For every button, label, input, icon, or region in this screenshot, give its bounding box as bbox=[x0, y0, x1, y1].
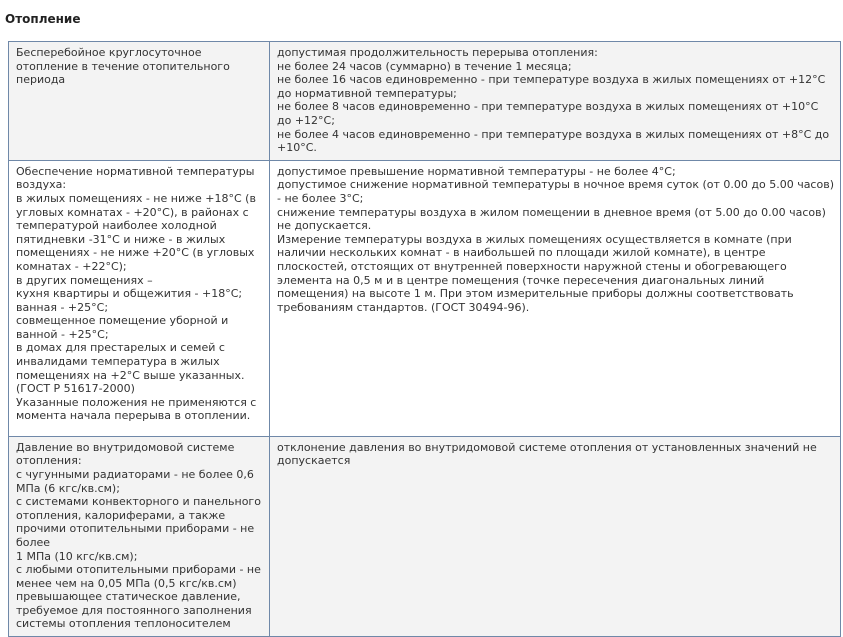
criterion-text: Обеспечение нормативной температуры воздуха: bbox=[16, 164, 255, 192]
requirement-text: снижение температуры воздуха в жилом помещении в дневное время (от 5.00 до 0.00 часов) не допускается. bbox=[277, 205, 826, 233]
requirement-text: не более 24 часов (суммарно) в течение 1 месяца; bbox=[277, 59, 572, 73]
criterion-text: Указанные положения не применяются с момента начала перерыва в отоплении. bbox=[16, 395, 257, 423]
criterion-text: с чугунными радиаторами - не более 0,6 МПа (6 кгс/кв.см); bbox=[16, 467, 254, 495]
requirement-text: отклонение давления во внутридомовой системе отопления от установленных значений не допускается bbox=[277, 440, 817, 468]
criterion-text: с системами конвекторного и панельного отопления, калориферами, а также прочими отопительными приборами - не более bbox=[16, 495, 261, 549]
criterion-text: в домах для престарелых и семей с инвалидами температура в жилых помещениях на +2°С выше указанных. bbox=[16, 341, 245, 382]
criterion-text: в других помещениях – bbox=[16, 273, 153, 287]
requirement-text: допустимое превышение нормативной температуры - не более 4°С; bbox=[277, 164, 676, 178]
requirement-text: допустимое снижение нормативной температуры в ночное время суток (от 0.00 до 5.00 часов) - не более 3°С; bbox=[277, 178, 834, 205]
criterion-text: в жилых помещениях - не ниже +18°С (в угловых комнатах - +20°С), в районах с температурой наиболее холодной пятидневки -31°С и ниже - в жилых помещениях - не ниже +20°С (в угловых комнатах - +22°С); bbox=[16, 191, 256, 273]
criterion-text: совмещенное помещение уборной и ванной - +25°С; bbox=[16, 314, 229, 341]
table-row bbox=[9, 436, 841, 636]
page-title: Отопление bbox=[5, 12, 81, 26]
requirement-cell bbox=[270, 42, 841, 161]
criterion-text: (ГОСТ Р 51617-2000) bbox=[16, 382, 135, 396]
criterion-text: Бесперебойное круглосуточное отопление в течение отопительного периода bbox=[16, 46, 230, 87]
criterion-text: 1 МПа (10 кгс/кв.см); bbox=[16, 549, 138, 563]
heating-requirements-table bbox=[8, 41, 841, 637]
requirement-text: не более 4 часов единовременно - при температуре воздуха в жилых помещениях от +8°С до +10°С. bbox=[277, 127, 830, 155]
table-row bbox=[9, 42, 841, 161]
criterion-cell bbox=[9, 436, 270, 636]
criterion-text: с любыми отопительными приборами - не менее чем на 0,05 МПа (0,5 кгс/кв.см) превышающее статическое давление, требуемое для постоянного заполнения системы отопления теплоносителем bbox=[16, 563, 261, 631]
criterion-cell bbox=[9, 160, 270, 436]
criterion-text: ванная - +25°С; bbox=[16, 300, 109, 314]
requirement-text: Измерение температуры воздуха в жилых помещениях осуществляется в комнате (при наличии нескольких комнат - в наибольшей по площади жилой комнате), в центре плоскостей, отстоящих от внутренней поверхности наружной стены и обогревающего элемента на 0,5 м и в центре помещения (точке пересечения диагональных линий помещения) на высоте 1 м. При этом измерительные приборы должны соответствовать требованиям стандартов. (ГОСТ 30494-96). bbox=[277, 232, 794, 314]
requirement-cell bbox=[270, 436, 841, 636]
criterion-text: кухня квартиры и общежития - +18°С; bbox=[16, 287, 243, 301]
criterion-cell bbox=[9, 42, 270, 161]
requirement-text: допустимая продолжительность перерыва отопления: bbox=[277, 46, 598, 59]
criterion-text: Давление во внутридомовой системе отопления: bbox=[16, 440, 235, 468]
requirement-text: не более 16 часов единовременно - при температуре воздуха в жилых помещениях от +12°С до нормативной температуры; bbox=[277, 73, 826, 100]
requirement-text: не более 8 часов единовременно - при температуре воздуха в жилых помещениях от +10°С до +12°С; bbox=[277, 100, 819, 127]
requirement-cell bbox=[270, 160, 841, 436]
table-row bbox=[9, 160, 841, 436]
